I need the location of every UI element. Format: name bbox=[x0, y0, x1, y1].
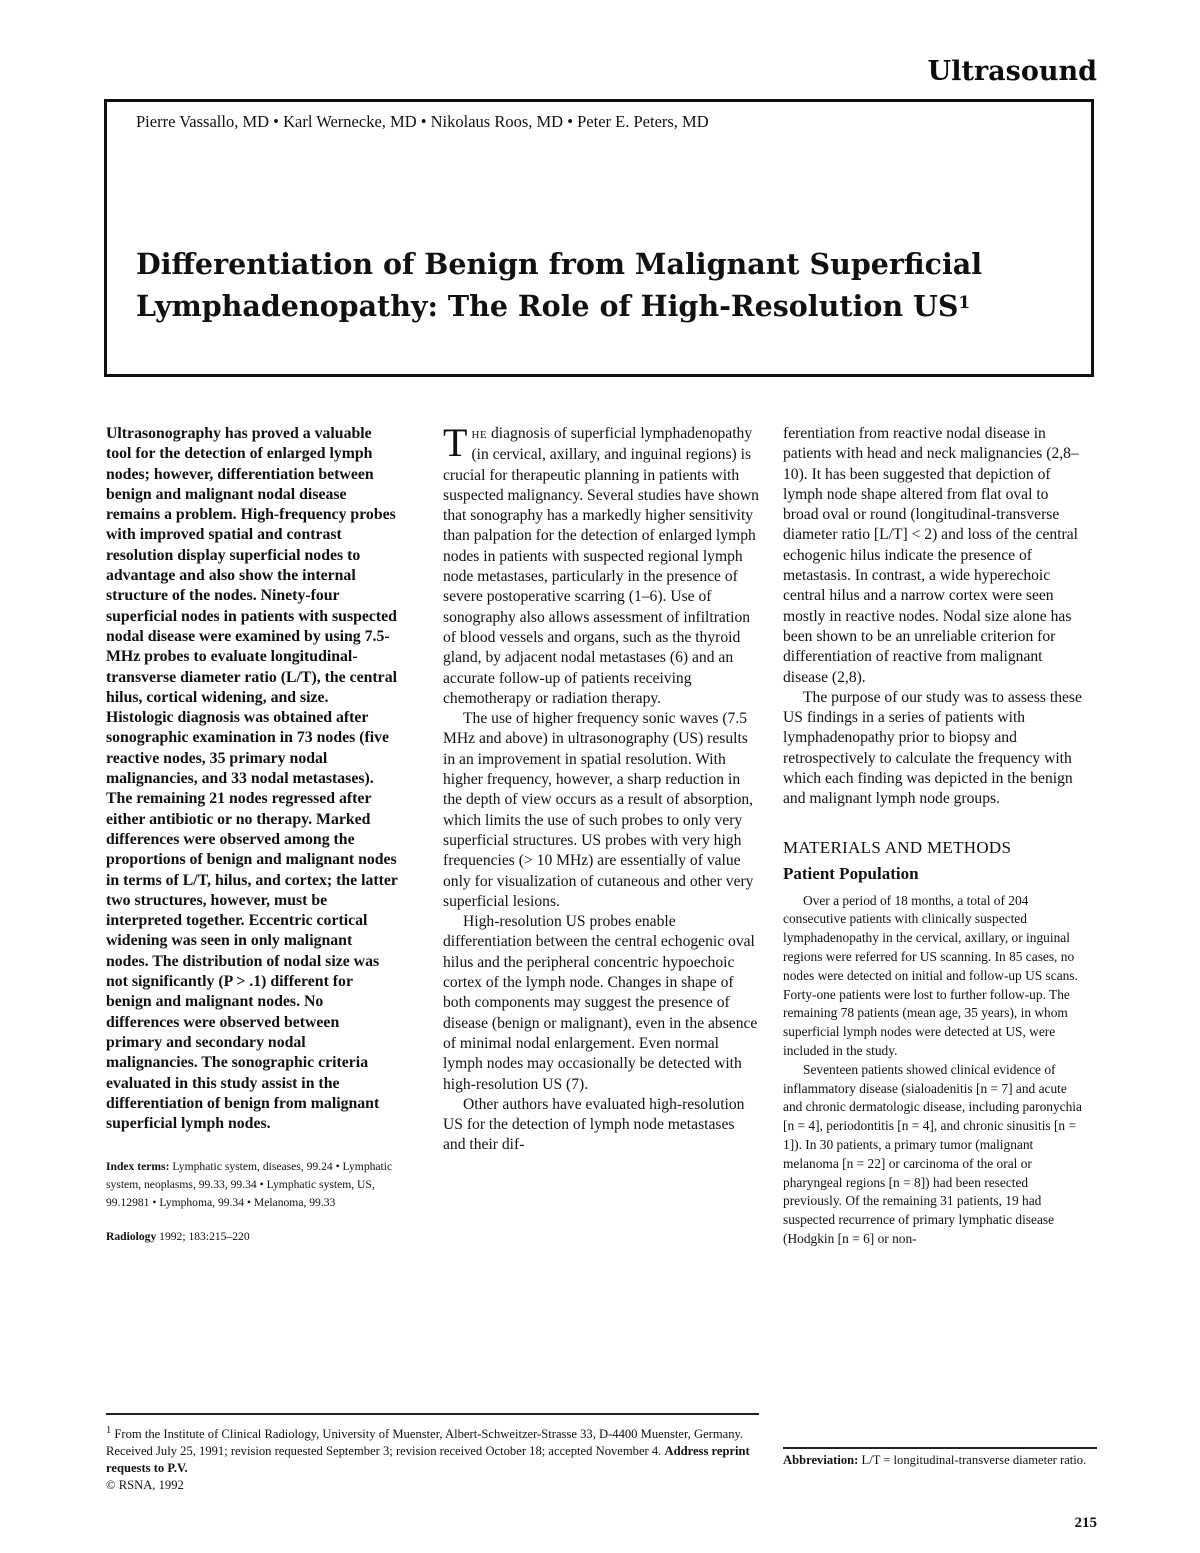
footnote-mark: 1 bbox=[106, 1425, 112, 1436]
article-title bbox=[136, 243, 1076, 327]
footnote-rule bbox=[106, 1413, 759, 1415]
column-3 bbox=[783, 424, 1085, 1249]
methods-heading: MATERIALS AND METHODS bbox=[783, 837, 1012, 857]
intro-paragraph-4: Other authors have evaluated high-resolution US for the detection of lymph node metastases and their dif- bbox=[443, 1095, 745, 1154]
abbreviation-rule bbox=[783, 1447, 1097, 1449]
section-label: Ultrasound bbox=[927, 56, 1097, 87]
index-terms-text: Lymphatic system, diseases, 99.24 • Lymphatic system, neoplasms, 99.33, 99.34 • Lymphatic system, US, 99.12981 • Lymphoma, 99.34 • Melanoma, 99.33 bbox=[106, 1160, 393, 1210]
page-number: 215 bbox=[1074, 1515, 1097, 1531]
article-title-text: Differentiation of Benign from Malignant Superficial Lymphadenopathy: The Role of High-Resolution US bbox=[136, 247, 983, 323]
intro-paragraph-5: ferentiation from reactive nodal disease in patients with head and neck malignancies (2,8–10). It has been suggested that depiction of lymph node shape altered from flat oval to broad oval or round (longitudinal-transverse diameter ratio [L/T] < 2) and loss of the central echogenic hilus indicate the presence of metastasis. In contrast, a wide hyperechoic central hilus and a narrow cortex were seen mostly in reactive nodes. Nodal size alone has been shown to be an unreliable criterion for differentiation of reactive from malignant disease (2,8). bbox=[783, 425, 1079, 686]
smallcaps-lead: HE bbox=[471, 429, 488, 441]
citation-journal: Radiology bbox=[106, 1230, 157, 1244]
column-1 bbox=[106, 424, 398, 1243]
citation bbox=[106, 1230, 398, 1243]
citation-ref: 1992; 183:215–220 bbox=[159, 1230, 250, 1244]
footnote-text: From the Institute of Clinical Radiology, University of Muenster, Albert-Schweitzer-Strasse 33, D-4400 Muenster, Germany. Received July 25, 1991; revision requested September 3; revision received October 18; accepted November 4. bbox=[106, 1427, 744, 1459]
column-2 bbox=[443, 420, 759, 1156]
intro-paragraph-3: High-resolution US probes enable differentiation between the central echogenic oval hilus and the peripheral concentric hypoechoic cortex of the lymph node. Changes in shape of both components may suggest the presence of disease (benign or malignant), even in the absence of minimal nodal enlargement. Even normal lymph nodes may occasionally be detected with high-resolution US (7). bbox=[443, 913, 758, 1093]
index-terms bbox=[106, 1158, 398, 1212]
title-footnote-mark: 1 bbox=[958, 293, 971, 313]
intro-paragraph-1 bbox=[443, 420, 759, 709]
abbreviation-text: L/T = longitudinal-transverse diameter ratio. bbox=[861, 1453, 1087, 1467]
drop-cap: T bbox=[443, 420, 468, 465]
intro-paragraph-2: The use of higher frequency sonic waves (7.5 MHz and above) in ultrasonography (US) results in an improvement in spatial resolution. With higher frequency, however, a sharp reduction in the depth of view occurs as a result of absorption, which limits the use of such probes to only very superficial structures. US probes with very high frequencies (> 10 MHz) are essentially of value only for visualization of cutaneous and other very superficial lesions. bbox=[443, 710, 754, 910]
intro-paragraph-6: The purpose of our study was to assess these US findings in a series of patients with lymphadenopathy prior to biopsy and retrospectively to calculate the frequency with which each finding was depicted in the benign and malignant lymph node groups. bbox=[783, 688, 1082, 808]
footnote bbox=[106, 1422, 758, 1494]
patient-population-heading: Patient Population bbox=[783, 863, 919, 883]
intro-paragraph-1-text: diagnosis of superficial lymphadenopathy (in cervical, axillary, and inguinal regions) is crucial for therapeutic planning in patients with suspected malignancy. Several studies have shown that sonography has a markedly higher sensitivity than palpation for the detection of enlarged lymph nodes in patients with suspected regional lymph node metastases, particularly in the presence of severe postoperative scarring (1–6). Use of sonography also allows assessment of infiltration of blood vessels and organs, such as the thyroid gland, by adjacent nodal metastases (6) and an accurate follow-up of patients receiving chemotherapy or radiation therapy. bbox=[443, 425, 759, 707]
abbreviation-label: Abbreviation: bbox=[783, 1453, 859, 1467]
footnote-reprint: Address reprint requests to P.V. bbox=[106, 1444, 750, 1476]
methods-paragraph-1: Over a period of 18 months, a total of 204 consecutive patients with clinically suspected lymphadenopathy in the cervical, axillary, or inguinal regions were referred for US scanning. In 85 cases, no nodes were detected on initial and follow-up US scans. Forty-one patients were lost to further follow-up. The remaining 78 patients (mean age, 35 years), in whom superficial lymph nodes were detected at US, were included in the study. bbox=[783, 892, 1078, 1059]
abstract: Ultrasonography has proved a valuable tool for the detection of enlarged lymph nodes; however, differentiation between benign and malignant nodal disease remains a problem. High-frequency probes with improved spatial and contrast resolution display superficial nodes to advantage and also show the internal structure of the nodes. Ninety-four superficial nodes in patients with suspected nodal disease were examined by using 7.5-MHz probes to evaluate longitudinal-transverse diameter ratio (L/T), the central hilus, cortical widening, and size. Histologic diagnosis was obtained after sonographic examination in 73 nodes (five reactive nodes, 35 primary nodal malignancies, and 33 nodal metastases). The remaining 21 nodes regressed after either antibiotic or no therapy. Marked differences were observed among the proportions of benign and malignant nodes in terms of L/T, hilus, and cortex; the latter two structures, however, must be interpreted together. Eccentric cortical widening was seen in only malignant nodes. The distribution of nodal size was not significantly (P > .1) different for benign and malignant nodes. No differences were observed between primary and secondary nodal malignancies. The sonographic criteria evaluated in this study assist in the differentiation of benign from malignant superficial lymph nodes. bbox=[106, 425, 398, 1133]
abbreviation-note bbox=[783, 1452, 1093, 1469]
copyright: © RSNA, 1992 bbox=[106, 1478, 184, 1493]
author-list: Pierre Vassallo, MD • Karl Wernecke, MD • Nikolaus Roos, MD • Peter E. Peters, MD bbox=[136, 112, 709, 131]
title-box bbox=[104, 99, 1094, 377]
index-terms-label: Index terms: bbox=[106, 1160, 170, 1174]
methods-paragraph-2: Seventeen patients showed clinical evidence of inflammatory disease (sialoadenitis [n = 7] and acute and chronic dermatologic disease, including paronychia [n = 4], periodontitis [n = 4], and chronic sinusitis [n = 1]). In 30 patients, a primary tumor (malignant melanoma [n = 22] or carcinoma of the oral or pharyngeal regions [n = 8]) had been resected previously. Of the remaining 31 patients, 19 had suspected recurrence of primary lymphatic disease (Hodgkin [n = 6] or non- bbox=[783, 1061, 1082, 1246]
